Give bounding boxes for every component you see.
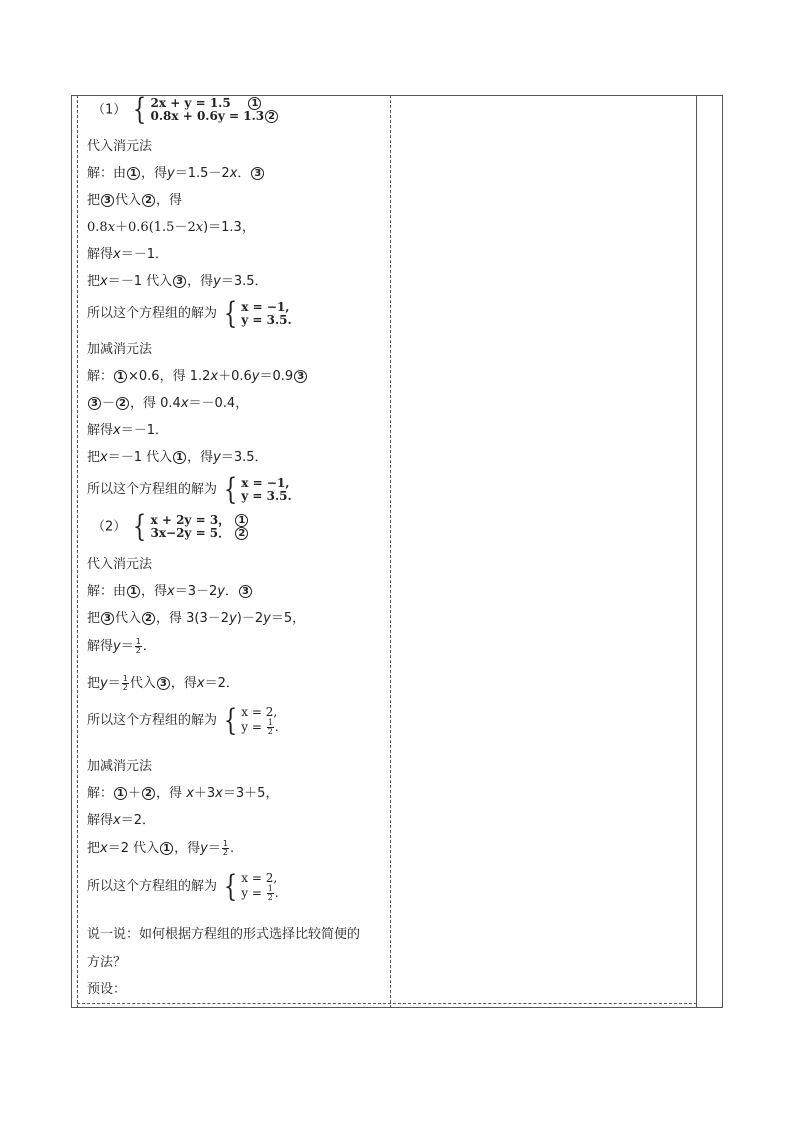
circle-1-icon: 1 — [235, 514, 248, 527]
add2-step3: 把x＝2 代入 1 ，得y＝ $\frac{1}{2}$ . — [87, 839, 235, 857]
sub1-step1: 解：由 1 ，得y＝1.5－2x． 3 — [87, 166, 265, 182]
circle-3-icon: 3 — [101, 612, 114, 625]
add1-step2: 3 － 2 ，得 0.4x＝－0.4， — [87, 396, 248, 412]
circle-3-icon: 3 — [239, 585, 252, 598]
sub2-step4: 把y＝ $\frac{1}{2}$ 代入 3 ，得x＝2． — [87, 674, 239, 692]
discussion-prompt: 说一说：如何根据方程组的形式选择比较简便的 — [87, 927, 361, 942]
problem-number: （1） — [92, 102, 127, 118]
add1-solution: 所以这个方程组的解为 { x = −1, y = 3.5. — [87, 472, 292, 507]
table-border-left — [71, 95, 72, 1008]
method-elimination-1: 加减消元法 — [87, 342, 153, 357]
circle-3-icon: 3 — [173, 275, 186, 288]
add1-step4: 把x＝－1 代入 1 ，得y＝3.5． — [87, 450, 268, 465]
circle-2-icon: 2 — [142, 612, 155, 625]
table-inner-left — [77, 95, 78, 1008]
discussion-prompt-cont: 方法？ — [87, 955, 127, 970]
sub2-step2: 把 3 代入 2 ，得 3(3－2y)－2y＝5， — [87, 611, 306, 626]
table-divider-right — [696, 95, 697, 1008]
equation-2: 3x−2y = 5． — [150, 526, 231, 540]
sub1-step4: 解得x＝－1． — [87, 247, 168, 262]
add2-step1: 解： 1 ＋ 2 ，得 x＋3x＝3＋5， — [87, 786, 279, 801]
circle-1-icon: 1 — [114, 787, 127, 800]
sub1-solution: 所以这个方程组的解为 { x = −1, y = 3.5. — [87, 296, 292, 331]
circle-3-icon: 3 — [88, 397, 101, 410]
circle-1-icon: 1 — [173, 451, 186, 464]
sub2-step3: 解得y＝ $\frac{1}{2}$ ． — [87, 637, 156, 655]
sub1-step5: 把x＝－1 代入 3 ，得y＝3.5． — [87, 274, 268, 289]
system-1: （1） { 2x + y = 1.5 1 0.8x + 0.6y = 1.3 2 — [92, 95, 279, 125]
sub1-step3: 0.8x＋0.6(1.5－2x)＝1.3， — [87, 220, 255, 235]
circle-2-icon: 2 — [235, 527, 248, 540]
circle-3-icon: 3 — [157, 677, 170, 690]
method-substitution-2: 代入消元法 — [87, 557, 153, 572]
sub2-solution: 所以这个方程组的解为 { x = 2, y = $\frac{1}{2}$ . — [87, 703, 279, 738]
circle-3-icon: 3 — [251, 167, 264, 180]
circle-2-icon: 2 — [142, 194, 155, 207]
circle-1-icon: 1 — [248, 97, 261, 110]
circle-1-icon: 1 — [127, 585, 140, 598]
table-bottom-dash — [77, 1003, 697, 1004]
preset-label: 预设： — [87, 982, 127, 997]
equation-2: 0.8x + 0.6y = 1.3 — [150, 109, 265, 123]
circle-2-icon: 2 — [265, 110, 278, 123]
table-border-right — [722, 95, 723, 1008]
equation-1: 2x + y = 1.5 — [150, 96, 231, 110]
sub1-step2: 把 3 代入 2 ，得 — [87, 193, 183, 208]
add2-step2: 解得x＝2． — [87, 813, 155, 828]
method-elimination-2: 加减消元法 — [87, 759, 153, 774]
circle-3-icon: 3 — [101, 194, 114, 207]
equation-1: x + 2y = 3， — [150, 513, 231, 527]
method-substitution-1: 代入消元法 — [87, 139, 153, 154]
sub2-step1: 解：由 1 ，得x＝3－2y． 3 — [87, 584, 253, 600]
circle-3-icon: 3 — [294, 370, 307, 383]
add2-solution: 所以这个方程组的解为 { x = 2, y = $\frac{1}{2}$ . — [87, 869, 279, 904]
problem-number: （2） — [92, 519, 127, 535]
circle-1-icon: 1 — [114, 370, 127, 383]
circle-1-icon: 1 — [160, 842, 173, 855]
table-divider — [390, 95, 391, 1008]
circle-1-icon: 1 — [127, 167, 140, 180]
add1-step1: 解： 1 ×0.6，得 1.2x＋0.6y＝0.9 3 — [87, 369, 308, 385]
system-2: （2） { x + 2y = 3， 1 3x−2y = 5． 2 — [92, 512, 249, 542]
circle-2-icon: 2 — [116, 397, 129, 410]
add1-step3: 解得x＝－1． — [87, 423, 168, 438]
circle-2-icon: 2 — [142, 787, 155, 800]
